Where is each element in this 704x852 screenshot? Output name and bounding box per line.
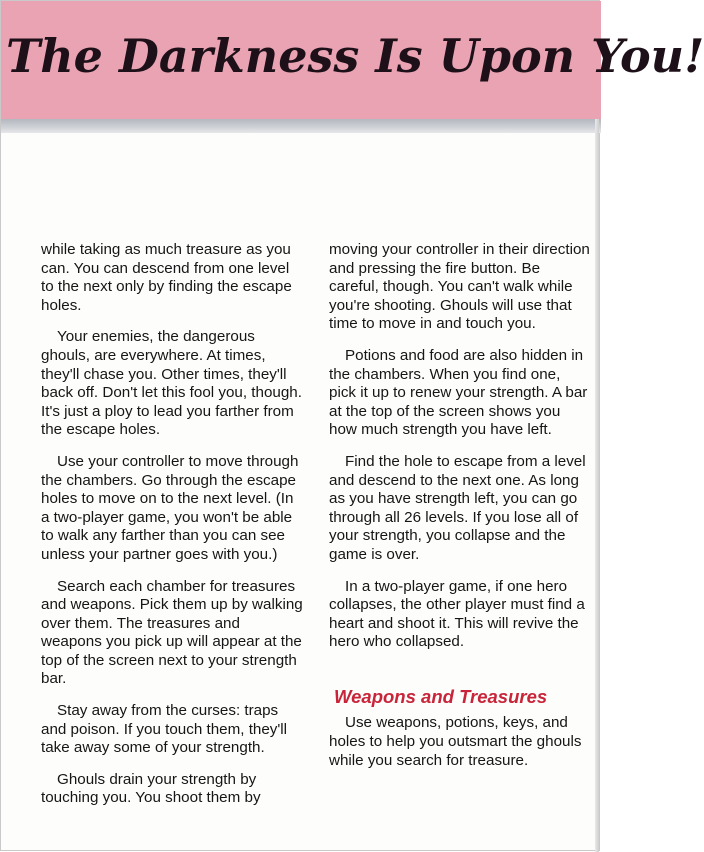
paragraph: Your enemies, the dangerous ghouls, are everywhere. At times, they'll chase you. Other times, they'll back off. Don't let this fool you, though. It's just a ploy to lead you farther from the escape holes.	[41, 328, 302, 439]
left-column	[41, 241, 303, 821]
paragraph: Search each chamber for treasures and weapons. Pick them up by walking over them. The treasures and weapons you pick up will appear at the top of the screen next to your strength bar.	[41, 577, 303, 688]
section-heading: Weapons and Treasures	[334, 685, 548, 707]
paragraph: Use weapons, potions, keys, and holes to help you outsmart the ghouls while you search for treasure.	[329, 714, 582, 769]
paragraph: Find the hole to escape from a level and descend to the next one. As long as you have strength left, you can go through all 26 levels. If you lose all of your strength, you collapse and the game is over.	[329, 452, 586, 563]
right-column	[329, 241, 591, 783]
paragraph: while taking as much treasure as you can. You can descend from one level to the next only by finding the escape holes.	[41, 241, 292, 314]
title-banner	[1, 1, 704, 119]
header-divider	[1, 119, 601, 133]
paragraph: moving your controller in their direction and pressing the fire button. Be careful, though. You can't walk while you're shooting. Ghouls will use that time to move in and touch you.	[329, 241, 590, 333]
paragraph: Potions and food are also hidden in the chambers. When you find one, pick it up to renew your strength. A bar at the top of the screen shows you how much strength you have left.	[329, 346, 588, 439]
page-title: The Darkness Is Upon You!	[6, 29, 704, 83]
paragraph: Use your controller to move through the chambers. Go through the escape holes to move on to the next level. (In a two-player game, you won't be able to walk any farther than you can see unless your partner goes with you.)	[41, 452, 299, 563]
paragraph: In a two-player game, if one hero collapses, the other player must find a heart and shoot it. This will revive the hero who collapsed.	[329, 577, 585, 651]
page-edge	[595, 119, 599, 852]
paragraph: Ghouls drain your strength by touching you. You shoot them by	[41, 770, 261, 807]
paragraph: Stay away from the curses: traps and poison. If you touch them, they'll take away some of your strength.	[41, 702, 288, 757]
